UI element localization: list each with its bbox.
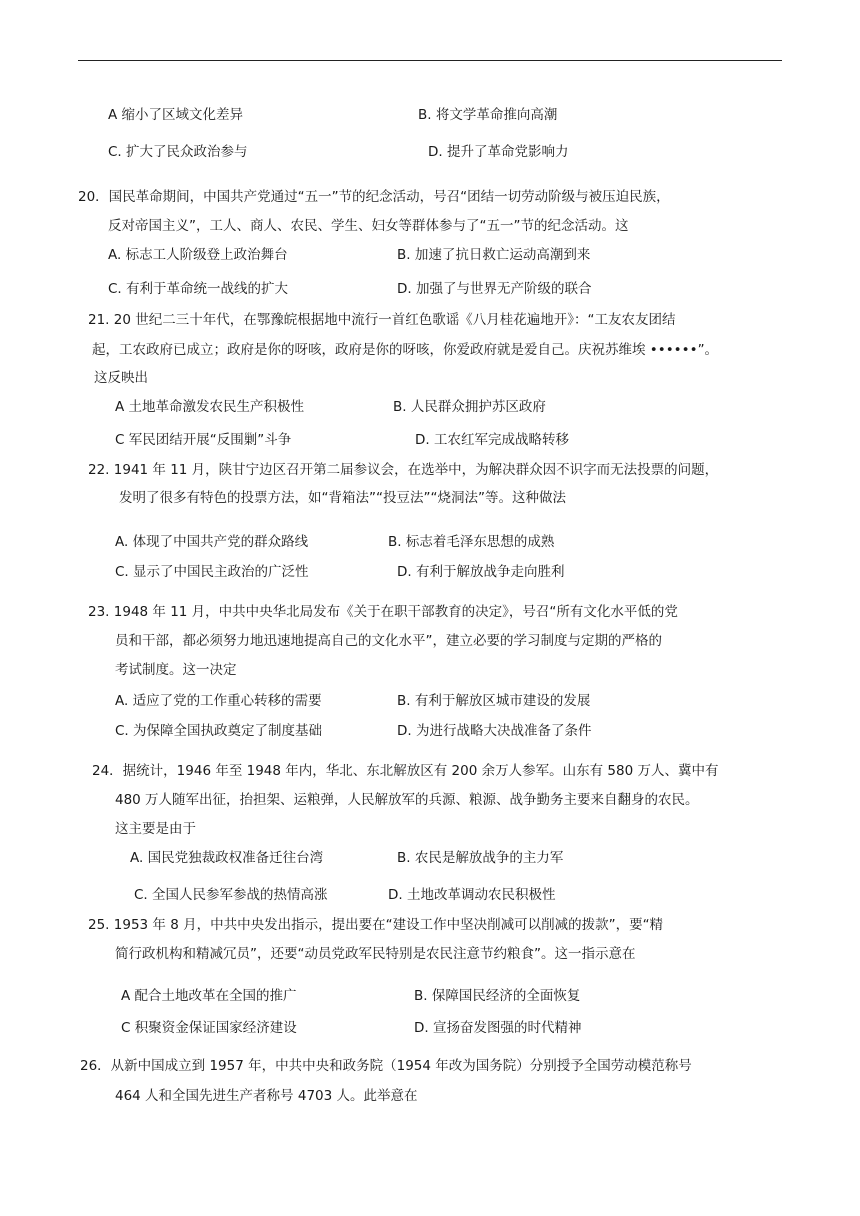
question-stem-line: 这主要是由于 <box>115 821 196 837</box>
option-c: C. 全国人民参军参战的热情高涨 <box>134 887 328 903</box>
question-stem-line: 简行政机构和精减冗员”，还要“动员党政军民特别是农民注意节约粮食”。这一指示意在 <box>115 946 636 962</box>
question-stem-line: 发明了很多有特色的投票方法，如“背箱法”“投豆法”“烧洞法”等。这种做法 <box>119 490 566 506</box>
option-a: A. 国民党独裁政权准备迁往台湾 <box>130 850 324 866</box>
option-b: B. 人民群众拥护苏区政府 <box>393 399 546 415</box>
question-stem-line: 考试制度。这一决定 <box>115 662 237 678</box>
question-stem-line: 员和干部，都必须努力地迅速地提高自己的文化水平”，建立必要的学习制度与定期的严格的 <box>115 633 662 649</box>
option-a: A. 体现了中国共产党的群众路线 <box>115 534 309 550</box>
option-d: D. 加强了与世界无产阶级的联合 <box>397 281 592 297</box>
option-a: A 土地革命激发农民生产积极性 <box>115 399 305 415</box>
option-b: B. 农民是解放战争的主力军 <box>397 850 564 866</box>
option-d: D. 有利于解放战争走向胜利 <box>397 564 565 580</box>
option-c: C 军民团结开展“反围剿”斗争 <box>115 432 292 448</box>
option-a: A 缩小了区域文化差异 <box>108 107 244 123</box>
option-b: B. 有利于解放区城市建设的发展 <box>397 693 591 709</box>
option-b: B. 加速了抗日救亡运动高潮到来 <box>397 247 591 263</box>
option-d: D. 为进行战略大决战准备了条件 <box>397 723 592 739</box>
option-c: C. 有利于革命统一战线的扩大 <box>108 281 289 297</box>
option-c: C. 为保障全国执政奠定了制度基础 <box>115 723 323 739</box>
option-d: D. 土地改革调动农民积极性 <box>388 887 556 903</box>
question-stem-line: 25. 1953 年 8 月，中共中央发出指示，提出要在“建设工作中坚决削减可以削减的拨款”，要“精 <box>88 917 664 933</box>
question-stem-line: 22. 1941 年 11 月，陕甘宁边区召开第二届参议会，在选举中，为解决群众因不识字而无法投票的问题， <box>88 462 719 478</box>
option-a: A. 适应了党的工作重心转移的需要 <box>115 693 322 709</box>
question-stem-line: 反对帝国主义”，工人、商人、农民、学生、妇女等群体参与了“五一”节的纪念活动。这 <box>108 218 629 234</box>
question-stem-line: 21. 20 世纪二三十年代，在鄂豫皖根据地中流行一首红色歌谣《八月桂花遍地开》：“工友农友团结 <box>88 312 676 328</box>
question-stem-line: 起，工农政府已成立；政府是你的呀咳，政府是你的呀咳，你爱政府就是爱自己。庆祝苏维埃 ••••••”。 <box>92 342 719 358</box>
header-rule <box>78 60 782 61</box>
option-c: C. 显示了中国民主政治的广泛性 <box>115 564 309 580</box>
option-b: B. 标志着毛泽东思想的成熟 <box>388 534 555 550</box>
option-c: C 积聚资金保证国家经济建设 <box>121 1020 297 1036</box>
question-stem-line: 这反映出 <box>94 370 148 386</box>
question-stem-line: 20．国民革命期间，中国共产党通过“五一”节的纪念活动，号召“团结一切劳动阶级与被压迫民族， <box>78 189 670 205</box>
question-stem-line: 23. 1948 年 11 月，中共中央华北局发布《关于在职干部教育的决定》，号召“所有文化水平低的党 <box>88 604 678 620</box>
option-d: D. 工农红军完成战略转移 <box>415 432 569 448</box>
option-b: B. 将文学革命推向高潮 <box>418 107 558 123</box>
option-a: A 配合土地改革在全国的推广 <box>121 988 297 1004</box>
option-d: D. 宣扬奋发图强的时代精神 <box>414 1020 582 1036</box>
question-stem-line: 26．从新中国成立到 1957 年，中共中央和政务院（1954 年改为国务院）分别授予全国劳动模范称号 <box>80 1058 692 1074</box>
question-stem-line: 480 万人随军出征，抬担架、运粮弹，人民解放军的兵源、粮源、战争勤务主要来自翻身的农民。 <box>115 792 699 808</box>
option-a: A. 标志工人阶级登上政治舞台 <box>108 247 288 263</box>
option-c: C. 扩大了民众政治参与 <box>108 144 248 160</box>
question-stem-line: 24．据统计，1946 年至 1948 年内，华北、东北解放区有 200 余万人参军。山东有 580 万人、冀中有 <box>92 763 719 779</box>
question-stem-line: 464 人和全国先进生产者称号 4703 人。此举意在 <box>115 1088 418 1104</box>
option-d: D. 提升了革命党影响力 <box>428 144 569 160</box>
option-b: B. 保障国民经济的全面恢复 <box>414 988 581 1004</box>
